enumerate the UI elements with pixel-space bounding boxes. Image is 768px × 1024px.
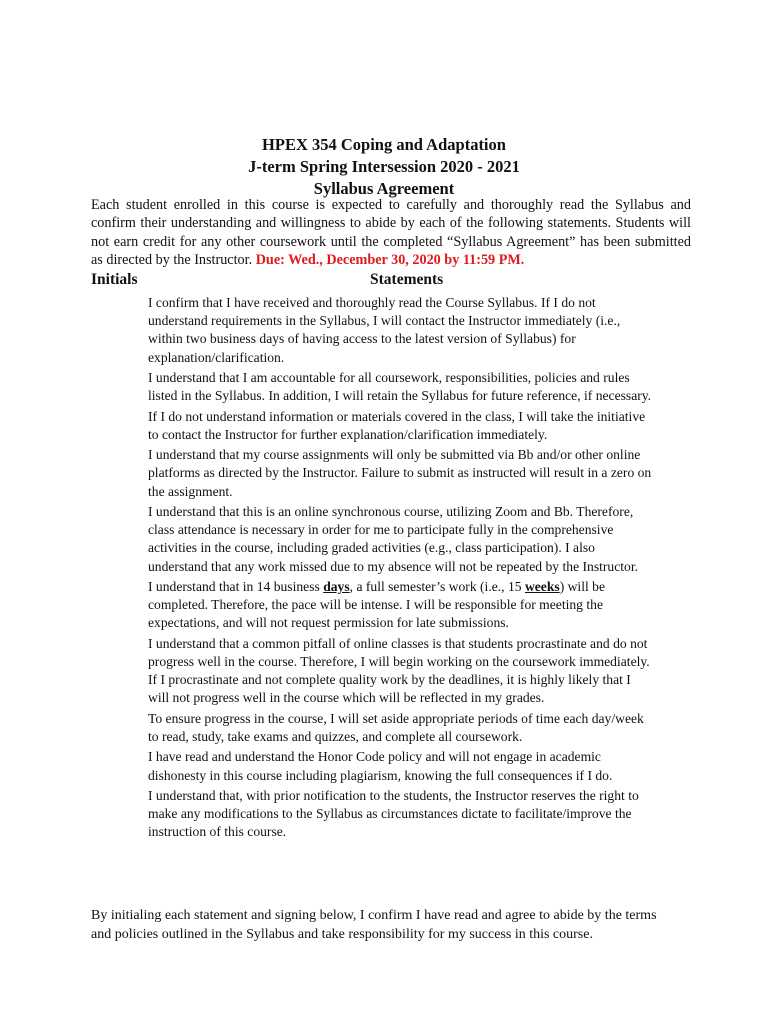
document-title-block xyxy=(0,134,768,200)
term-title: J-term Spring Intersession 2020 - 2021 xyxy=(248,157,520,176)
course-title: HPEX 354 Coping and Adaptation xyxy=(262,135,506,154)
statement-item: To ensure progress in the course, I will set aside appropriate periods of time each day/week to read, study, take exams and quizzes, and complete all coursework. xyxy=(148,710,644,744)
statement-item: I understand that, with prior notification to the students, the Instructor reserves the right to make any modifications to the Syllabus as circumstances dictate to facilitate/improve the instruction of this course. xyxy=(148,787,639,840)
statement-item: I understand that my course assignments will only be submitted via Bb and/or other online platforms as directed by the Instructor. Failure to submit as instructed will result in a zero on the assignment. xyxy=(148,447,652,499)
statement-text: I understand that in 14 business xyxy=(148,578,324,594)
due-date: Due: Wed., December 30, 2020 by 11:59 PM. xyxy=(255,252,525,269)
intro-paragraph xyxy=(91,196,691,270)
statement-item: I understand that I am accountable for all coursework, responsibilities, policies and rules listed in the Syllabus. In addition, I will retain the Syllabus for future reference, if necessary. xyxy=(148,370,652,404)
statements-header: Statements xyxy=(370,271,444,288)
agreement-title: Syllabus Agreement xyxy=(313,179,455,198)
closing-paragraph: By initialing each statement and signing below, I confirm I have read and agree to abide by the terms and policies outlined in the Syllabus and take responsibility for my success in this course. xyxy=(91,908,657,942)
statement-text: ) will be completed. Therefore, the pace will be intense. I will be responsible for meeting the expectations, and will not request permission for late submissions. xyxy=(148,578,605,631)
statement-item: I understand that a common pitfall of online classes is that students procrastinate and do not progress well in the course. Therefore, I will begin working on the coursework immediately. If I procrastinate and not complete quality work by the deadlines, it is highly likely that I will not progress well in the course which will be reflected in my grades. xyxy=(148,635,650,706)
statements-list xyxy=(148,294,654,844)
statement-item: I confirm that I have received and thoroughly read the Course Syllabus. If I do not understand requirements in the Syllabus, I will contact the Instructor immediately (i.e., within two business days of having access to the latest version of Syllabus) for explanation/clarification. xyxy=(148,295,621,365)
statement-text: , a full semester’s work (i.e., 15 xyxy=(349,578,525,594)
column-headers xyxy=(0,271,768,291)
statement-item: I understand that this is an online synchronous course, utilizing Zoom and Bb. Therefore, class attendance is necessary in order for me to participate fully in the comprehensive activities in the course, including graded activities (e.g., class participation). I also understand that any work missed due to my absence will not be repeated by the Instructor. xyxy=(148,503,638,574)
statement-item: If I do not understand information or materials covered in the class, I will take the initiative to contact the Instructor for further explanation/clarification immediately. xyxy=(148,408,646,442)
emphasis-days: days xyxy=(323,578,350,594)
emphasis-weeks: weeks xyxy=(524,578,560,594)
statement-item xyxy=(148,578,654,633)
intro-text: Each student enrolled in this course is expected to carefully and thoroughly read the Syllabus and confirm their understanding and willingness to abide by each of the following statements. Students will not earn credit for any other coursework until the completed “Syllabus Agreement” has been submitted as directed by the Instructor. xyxy=(91,197,691,269)
initials-header: Initials xyxy=(91,271,138,288)
statement-item: I have read and understand the Honor Code policy and will not engage in academic dishonesty in this course including plagiarism, knowing the full consequences if I do. xyxy=(148,749,613,783)
